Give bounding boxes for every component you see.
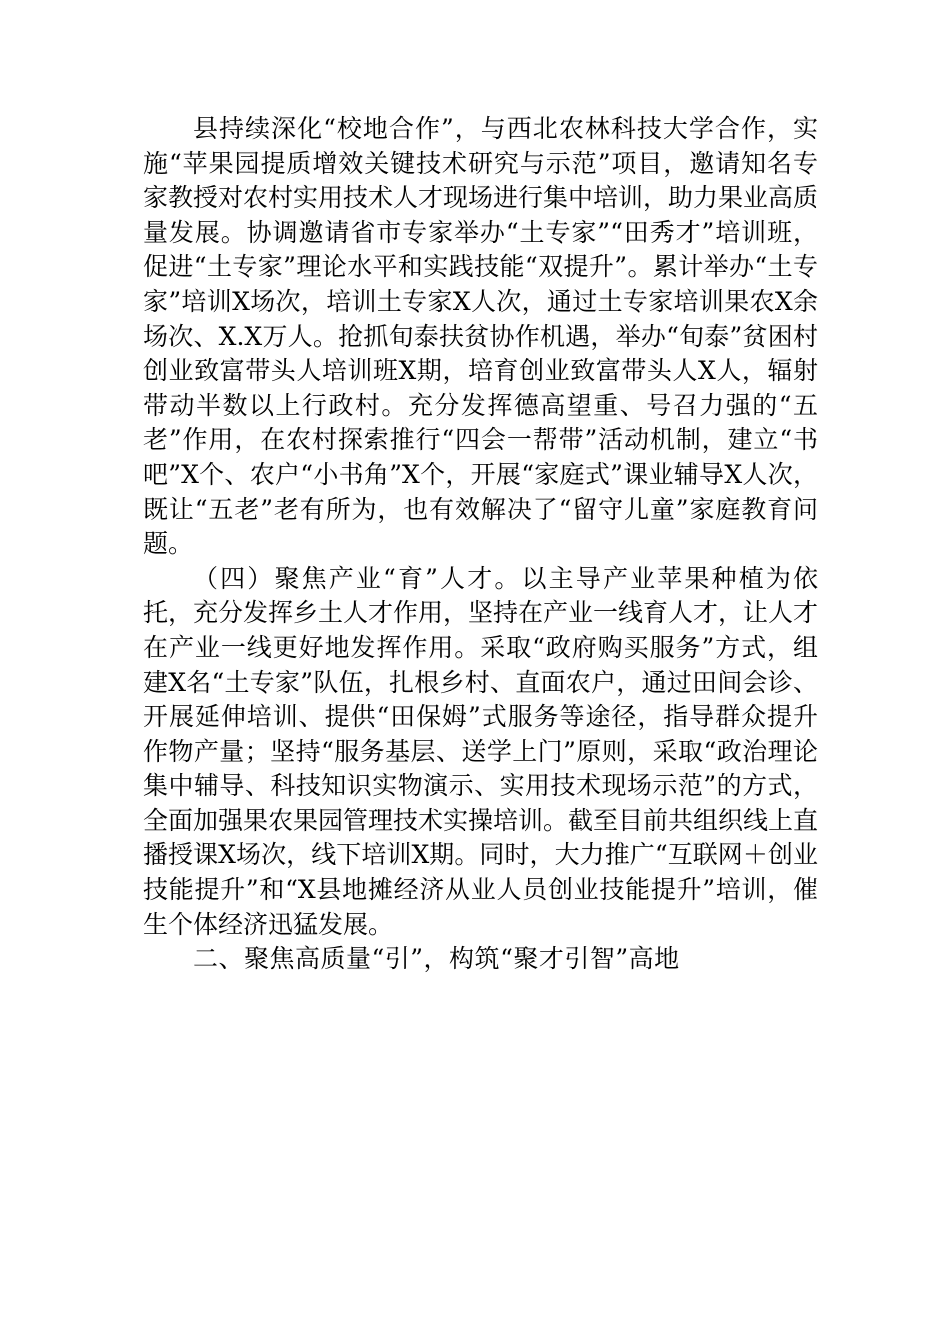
document-body [143,112,818,977]
paragraph-talent-cooperation: 县持续深化“校地合作”，与西北农林科技大学合作，实施“苹果园提质增效关键技术研究与示范”项目，邀请知名专家教授对农村实用技术人才现场进行集中培训，助力果业高质量发展。协调邀请省市专家举办“土专家”“田秀才”培训班，促进“土专家”理论水平和实践技能“双提升”。累计举办“土专家”培训X场次，培训土专家X人次，通过土专家培训果农X余场次、X.X万人。抢抓旬泰扶贫协作机遇，举办“旬泰”贫困村创业致富带头人培训班X期，培育创业致富带头人X人，辐射带动半数以上行政村。充分发挥德高望重、号召力强的“五老”作用，在农村探索推行“四会一帮带”活动机制，建立“书吧”X个、农户“小书角”X个，开展“家庭式”课业辅导X人次，既让“五老”老有所为，也有效解决了“留守儿童”家庭教育问题。 [143,114,819,559]
section-heading: 二、聚焦高质量“引”，构筑“聚才引智”高地 [193,944,680,974]
paragraph-industry-talent: （四）聚焦产业“育”人才。以主导产业苹果种植为依托，充分发挥乡土人才作用，坚持在产业一线育人才，让人才在产业一线更好地发挥作用。采取“政府购买服务”方式，组建X名“土专家”队伍，扎根乡村、直面农户，通过田间会诊、开展延伸培训、提供“田保姆”式服务等途径，指导群众提升作物产量；坚持“服务基层、送学上门”原则，采取“政治理论集中辅导、科技知识实物演示、实用技术现场示范”的方式，全面加强果农果园管理技术实操培训。截至目前共组织线上直播授课X场次，线下培训X期。同时，大力推广“互联网＋创业技能提升”和“X县地摊经济从业人员创业技能提升”培训，催生个体经济迅猛发展。 [143,563,819,939]
